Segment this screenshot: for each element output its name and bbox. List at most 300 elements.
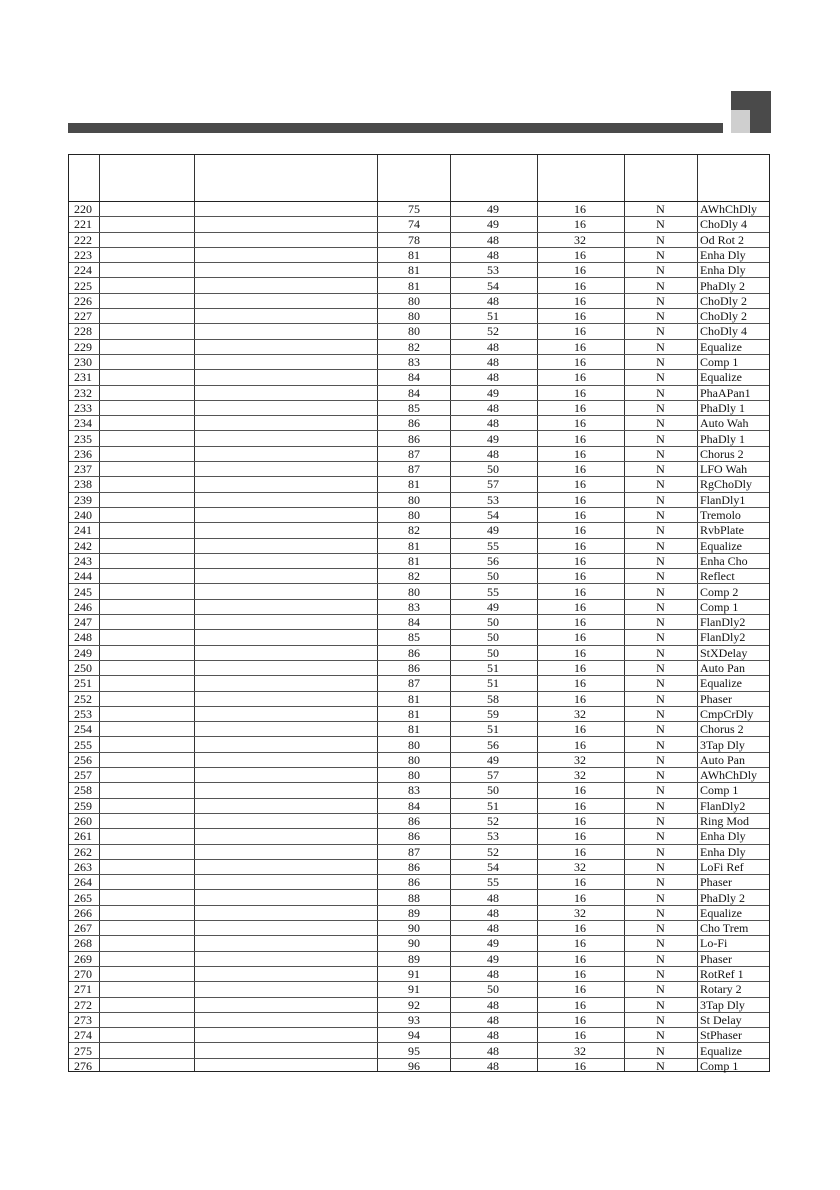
- value-col-a: 84: [408, 798, 420, 813]
- tone-number: 228: [74, 324, 92, 339]
- value-col-c: 32: [574, 752, 586, 767]
- effect-name: Reflect: [700, 569, 735, 584]
- value-col-c: 16: [574, 492, 586, 507]
- value-col-c: 16: [574, 431, 586, 446]
- value-col-a: 81: [408, 691, 420, 706]
- effect-name: CmpCrDly: [700, 706, 754, 721]
- value-col-a: 80: [408, 508, 420, 522]
- effect-name: ChoDly 4: [700, 324, 748, 339]
- value-col-b: 54: [487, 859, 499, 874]
- value-col-c: 16: [574, 538, 586, 553]
- value-col-b: 58: [487, 691, 499, 706]
- effect-name: FlanDly2: [700, 630, 746, 645]
- value-col-b: 53: [487, 263, 499, 278]
- table-row: [69, 324, 769, 339]
- value-col-b: 48: [487, 967, 499, 981]
- value-col-d: N: [656, 737, 665, 752]
- value-col-a: 86: [408, 814, 420, 828]
- tone-number: 238: [74, 477, 92, 492]
- effect-name: Equalize: [700, 538, 742, 553]
- tone-number: 263: [74, 859, 92, 874]
- value-col-d: N: [656, 967, 665, 981]
- value-col-c: 16: [574, 416, 586, 431]
- table-row: [69, 600, 769, 615]
- table-row: [69, 462, 769, 477]
- value-col-d: N: [656, 676, 665, 691]
- effect-name: 3Tap Dly: [700, 737, 745, 752]
- tone-number: 259: [74, 798, 92, 813]
- value-col-a: 87: [408, 676, 420, 691]
- tone-number: 253: [74, 706, 92, 721]
- value-col-d: N: [656, 951, 665, 966]
- value-col-b: 48: [487, 232, 499, 247]
- effect-name: Tremolo: [700, 508, 741, 522]
- tone-number: 221: [74, 217, 92, 232]
- effect-name: FlanDly2: [700, 798, 746, 813]
- effect-name: FlanDly1: [700, 492, 746, 507]
- value-col-c: 16: [574, 247, 586, 262]
- table-row: [69, 646, 769, 661]
- value-col-c: 16: [574, 584, 586, 599]
- value-col-d: N: [656, 936, 665, 951]
- tone-number: 272: [74, 997, 92, 1012]
- value-col-a: 87: [408, 446, 420, 461]
- table-row: [69, 676, 769, 691]
- value-col-c: 16: [574, 676, 586, 691]
- value-col-a: 94: [408, 1028, 420, 1043]
- tone-number: 226: [74, 293, 92, 308]
- table-row: [69, 967, 769, 982]
- value-col-a: 81: [408, 722, 420, 737]
- corner-tab-mark: [731, 91, 771, 133]
- value-col-d: N: [656, 370, 665, 385]
- tone-number: 240: [74, 508, 92, 522]
- value-col-b: 48: [487, 355, 499, 369]
- value-col-c: 32: [574, 1043, 586, 1058]
- tone-number: 254: [74, 722, 92, 737]
- value-col-c: 16: [574, 645, 586, 660]
- value-col-b: 56: [487, 737, 499, 752]
- table-row: [69, 952, 769, 967]
- header-bar: [68, 123, 723, 133]
- value-col-d: N: [656, 569, 665, 584]
- value-col-c: 32: [574, 905, 586, 920]
- value-col-b: 50: [487, 569, 499, 584]
- value-col-b: 59: [487, 706, 499, 721]
- effect-name: Phaser: [700, 951, 732, 966]
- value-col-c: 16: [574, 921, 586, 936]
- effect-name: PhaDly 1: [700, 431, 745, 446]
- tone-number: 234: [74, 416, 92, 431]
- value-col-d: N: [656, 385, 665, 400]
- effect-name: Lo-Fi: [700, 936, 728, 951]
- tone-number: 271: [74, 982, 92, 997]
- value-col-a: 86: [408, 661, 420, 675]
- tone-number: 275: [74, 1043, 92, 1058]
- value-col-b: 49: [487, 385, 499, 400]
- value-col-b: 48: [487, 293, 499, 308]
- value-col-a: 81: [408, 477, 420, 492]
- tone-number: 276: [74, 1058, 92, 1073]
- effect-name: Enha Cho: [700, 553, 748, 568]
- effect-name: Comp 1: [700, 599, 739, 614]
- tone-number: 262: [74, 844, 92, 859]
- value-col-d: N: [656, 324, 665, 339]
- table-row: [69, 982, 769, 997]
- table-row: [69, 875, 769, 890]
- tone-number: 233: [74, 400, 92, 415]
- value-col-c: 16: [574, 278, 586, 293]
- value-col-b: 48: [487, 416, 499, 431]
- value-col-a: 88: [408, 890, 420, 905]
- tone-number: 242: [74, 538, 92, 553]
- value-col-d: N: [656, 691, 665, 706]
- tone-number: 256: [74, 752, 92, 767]
- table-row: [69, 370, 769, 385]
- tone-number: 229: [74, 339, 92, 354]
- table-row: [69, 768, 769, 783]
- table-row: [69, 508, 769, 523]
- value-col-c: 16: [574, 400, 586, 415]
- effect-name: Rotary 2: [700, 982, 742, 997]
- value-col-d: N: [656, 829, 665, 844]
- tone-number: 227: [74, 309, 92, 324]
- value-col-b: 57: [487, 768, 499, 783]
- value-col-d: N: [656, 661, 665, 675]
- effect-name: PhaAPan1: [700, 385, 751, 400]
- table-row: [69, 906, 769, 921]
- value-col-a: 80: [408, 324, 420, 339]
- value-col-a: 80: [408, 752, 420, 767]
- value-col-c: 16: [574, 309, 586, 324]
- effect-name: Equalize: [700, 370, 742, 385]
- value-col-d: N: [656, 339, 665, 354]
- effect-name: Phaser: [700, 691, 732, 706]
- value-col-d: N: [656, 523, 665, 538]
- tone-number: 246: [74, 599, 92, 614]
- tone-number: 241: [74, 523, 92, 538]
- value-col-c: 16: [574, 553, 586, 568]
- effect-name: PhaDly 2: [700, 890, 745, 905]
- effect-name: Chorus 2: [700, 722, 744, 737]
- value-col-a: 91: [408, 967, 420, 981]
- value-col-a: 95: [408, 1043, 420, 1058]
- tone-number: 252: [74, 691, 92, 706]
- value-col-a: 83: [408, 783, 420, 798]
- corner-tab-inner: [731, 110, 750, 133]
- effect-name: 3Tap Dly: [700, 997, 745, 1012]
- effect-name: Comp 1: [700, 1058, 739, 1073]
- value-col-b: 48: [487, 400, 499, 415]
- value-col-b: 50: [487, 630, 499, 645]
- value-col-d: N: [656, 615, 665, 630]
- value-col-a: 90: [408, 936, 420, 951]
- value-col-d: N: [656, 553, 665, 568]
- value-col-c: 16: [574, 798, 586, 813]
- tone-number: 231: [74, 370, 92, 385]
- value-col-a: 87: [408, 844, 420, 859]
- table-row: [69, 921, 769, 936]
- table-row: [69, 355, 769, 370]
- effect-name: Auto Pan: [700, 661, 745, 675]
- value-col-a: 96: [408, 1058, 420, 1073]
- table-row: [69, 523, 769, 538]
- value-col-c: 16: [574, 997, 586, 1012]
- effect-name: St Delay: [700, 1012, 742, 1027]
- value-col-d: N: [656, 844, 665, 859]
- table-row: [69, 661, 769, 676]
- effect-name: Enha Dly: [700, 247, 746, 262]
- value-col-b: 49: [487, 202, 499, 216]
- table-row: [69, 799, 769, 814]
- value-col-b: 51: [487, 661, 499, 675]
- effect-name: Phaser: [700, 875, 732, 890]
- value-col-b: 48: [487, 1012, 499, 1027]
- tone-number: 268: [74, 936, 92, 951]
- value-col-a: 80: [408, 293, 420, 308]
- value-col-a: 80: [408, 584, 420, 599]
- value-col-b: 48: [487, 1058, 499, 1073]
- value-col-b: 55: [487, 875, 499, 890]
- tone-number: 232: [74, 385, 92, 400]
- value-col-c: 16: [574, 446, 586, 461]
- value-col-c: 16: [574, 875, 586, 890]
- value-col-b: 51: [487, 676, 499, 691]
- value-col-a: 86: [408, 431, 420, 446]
- value-col-a: 85: [408, 630, 420, 645]
- value-col-a: 75: [408, 202, 420, 216]
- value-col-a: 81: [408, 278, 420, 293]
- value-col-d: N: [656, 814, 665, 828]
- tone-number: 248: [74, 630, 92, 645]
- value-col-c: 16: [574, 936, 586, 951]
- value-col-a: 84: [408, 370, 420, 385]
- value-col-b: 52: [487, 814, 499, 828]
- effect-name: Enha Dly: [700, 844, 746, 859]
- value-col-d: N: [656, 431, 665, 446]
- value-col-a: 82: [408, 523, 420, 538]
- value-col-a: 78: [408, 232, 420, 247]
- value-col-d: N: [656, 722, 665, 737]
- value-col-d: N: [656, 462, 665, 477]
- value-col-a: 83: [408, 599, 420, 614]
- value-col-d: N: [656, 921, 665, 936]
- value-col-a: 85: [408, 400, 420, 415]
- value-col-b: 49: [487, 752, 499, 767]
- table-row: [69, 569, 769, 584]
- tone-list-table: [68, 154, 770, 1072]
- value-col-c: 32: [574, 232, 586, 247]
- table-row: [69, 432, 769, 447]
- value-col-c: 16: [574, 737, 586, 752]
- value-col-a: 81: [408, 247, 420, 262]
- table-row: [69, 630, 769, 645]
- effect-name: LoFi Ref: [700, 859, 744, 874]
- value-col-a: 86: [408, 645, 420, 660]
- value-col-c: 16: [574, 783, 586, 798]
- value-col-c: 16: [574, 339, 586, 354]
- tone-number: 224: [74, 263, 92, 278]
- value-col-b: 55: [487, 584, 499, 599]
- value-col-b: 51: [487, 798, 499, 813]
- effect-name: Equalize: [700, 1043, 742, 1058]
- value-col-b: 49: [487, 951, 499, 966]
- value-col-d: N: [656, 905, 665, 920]
- value-col-c: 16: [574, 508, 586, 522]
- value-col-a: 92: [408, 997, 420, 1012]
- value-col-b: 48: [487, 997, 499, 1012]
- table-row: [69, 554, 769, 569]
- value-col-a: 91: [408, 982, 420, 997]
- tone-number: 251: [74, 676, 92, 691]
- effect-name: RotRef 1: [700, 967, 744, 981]
- effect-name: PhaDly 2: [700, 278, 745, 293]
- table-row: [69, 707, 769, 722]
- effect-name: StPhaser: [700, 1028, 742, 1043]
- table-row: [69, 294, 769, 309]
- value-col-b: 53: [487, 829, 499, 844]
- tone-number: 257: [74, 768, 92, 783]
- value-col-c: 16: [574, 370, 586, 385]
- value-col-d: N: [656, 982, 665, 997]
- effect-name: Enha Dly: [700, 263, 746, 278]
- table-row: [69, 615, 769, 630]
- value-col-c: 16: [574, 1012, 586, 1027]
- effect-name: Comp 2: [700, 584, 739, 599]
- effect-name: AWhChDly: [700, 202, 758, 216]
- table-row: [69, 722, 769, 737]
- value-col-c: 16: [574, 523, 586, 538]
- value-col-d: N: [656, 859, 665, 874]
- table-row: [69, 279, 769, 294]
- tone-number: 261: [74, 829, 92, 844]
- value-col-a: 82: [408, 569, 420, 584]
- effect-name: StXDelay: [700, 645, 748, 660]
- value-col-b: 52: [487, 324, 499, 339]
- tone-number: 265: [74, 890, 92, 905]
- value-col-d: N: [656, 584, 665, 599]
- table-row: [69, 585, 769, 600]
- effect-name: Equalize: [700, 676, 742, 691]
- value-col-c: 16: [574, 829, 586, 844]
- value-col-d: N: [656, 416, 665, 431]
- effect-name: AWhChDly: [700, 768, 758, 783]
- value-col-c: 16: [574, 844, 586, 859]
- effect-name: Od Rot 2: [700, 232, 745, 247]
- value-col-d: N: [656, 1043, 665, 1058]
- value-col-d: N: [656, 217, 665, 232]
- tone-number: 267: [74, 921, 92, 936]
- value-col-c: 16: [574, 599, 586, 614]
- table-row: [69, 401, 769, 416]
- value-col-b: 52: [487, 844, 499, 859]
- value-col-a: 84: [408, 385, 420, 400]
- value-col-c: 16: [574, 1058, 586, 1073]
- effect-name: Auto Pan: [700, 752, 745, 767]
- table-row: [69, 248, 769, 263]
- value-col-b: 50: [487, 645, 499, 660]
- value-col-c: 32: [574, 706, 586, 721]
- value-col-c: 16: [574, 355, 586, 369]
- value-col-b: 50: [487, 615, 499, 630]
- value-col-c: 32: [574, 859, 586, 874]
- table-row: [69, 738, 769, 753]
- value-col-a: 81: [408, 538, 420, 553]
- tone-number: 258: [74, 783, 92, 798]
- value-col-d: N: [656, 997, 665, 1012]
- value-col-d: N: [656, 492, 665, 507]
- value-col-d: N: [656, 706, 665, 721]
- value-col-a: 82: [408, 339, 420, 354]
- value-col-b: 56: [487, 553, 499, 568]
- table-row: [69, 845, 769, 860]
- value-col-b: 54: [487, 278, 499, 293]
- tone-number: 255: [74, 737, 92, 752]
- value-col-d: N: [656, 309, 665, 324]
- value-col-d: N: [656, 752, 665, 767]
- value-col-d: N: [656, 202, 665, 216]
- tone-number: 235: [74, 431, 92, 446]
- value-col-d: N: [656, 768, 665, 783]
- tone-number: 220: [74, 202, 92, 216]
- table-row: [69, 936, 769, 951]
- value-col-d: N: [656, 293, 665, 308]
- value-col-c: 16: [574, 385, 586, 400]
- value-col-a: 87: [408, 462, 420, 477]
- value-col-d: N: [656, 446, 665, 461]
- tone-number: 270: [74, 967, 92, 981]
- value-col-b: 55: [487, 538, 499, 553]
- value-col-b: 49: [487, 431, 499, 446]
- value-col-d: N: [656, 538, 665, 553]
- value-col-a: 93: [408, 1012, 420, 1027]
- effect-name: Comp 1: [700, 783, 739, 798]
- effect-name: PhaDly 1: [700, 400, 745, 415]
- value-col-b: 51: [487, 309, 499, 324]
- table-row: [69, 829, 769, 844]
- value-col-b: 49: [487, 217, 499, 232]
- table-row: [69, 416, 769, 431]
- table-row: [69, 814, 769, 829]
- table-row: [69, 539, 769, 554]
- value-col-c: 32: [574, 768, 586, 783]
- effect-name: ChoDly 2: [700, 309, 748, 324]
- value-col-b: 48: [487, 890, 499, 905]
- value-col-b: 48: [487, 921, 499, 936]
- table-row: [69, 1013, 769, 1028]
- tone-number: 249: [74, 645, 92, 660]
- value-col-d: N: [656, 247, 665, 262]
- value-col-d: N: [656, 1058, 665, 1073]
- table-row: [69, 233, 769, 248]
- effect-name: ChoDly 2: [700, 293, 748, 308]
- value-col-b: 50: [487, 462, 499, 477]
- tone-number: 239: [74, 492, 92, 507]
- table-row: [69, 309, 769, 324]
- value-col-c: 16: [574, 814, 586, 828]
- value-col-c: 16: [574, 951, 586, 966]
- table-row: [69, 1059, 769, 1074]
- effect-name: RvbPlate: [700, 523, 744, 538]
- value-col-c: 16: [574, 630, 586, 645]
- table-row: [69, 783, 769, 798]
- tone-number: 260: [74, 814, 92, 828]
- value-col-c: 16: [574, 615, 586, 630]
- value-col-c: 16: [574, 569, 586, 584]
- value-col-c: 16: [574, 217, 586, 232]
- value-col-a: 80: [408, 768, 420, 783]
- table-row: [69, 1028, 769, 1043]
